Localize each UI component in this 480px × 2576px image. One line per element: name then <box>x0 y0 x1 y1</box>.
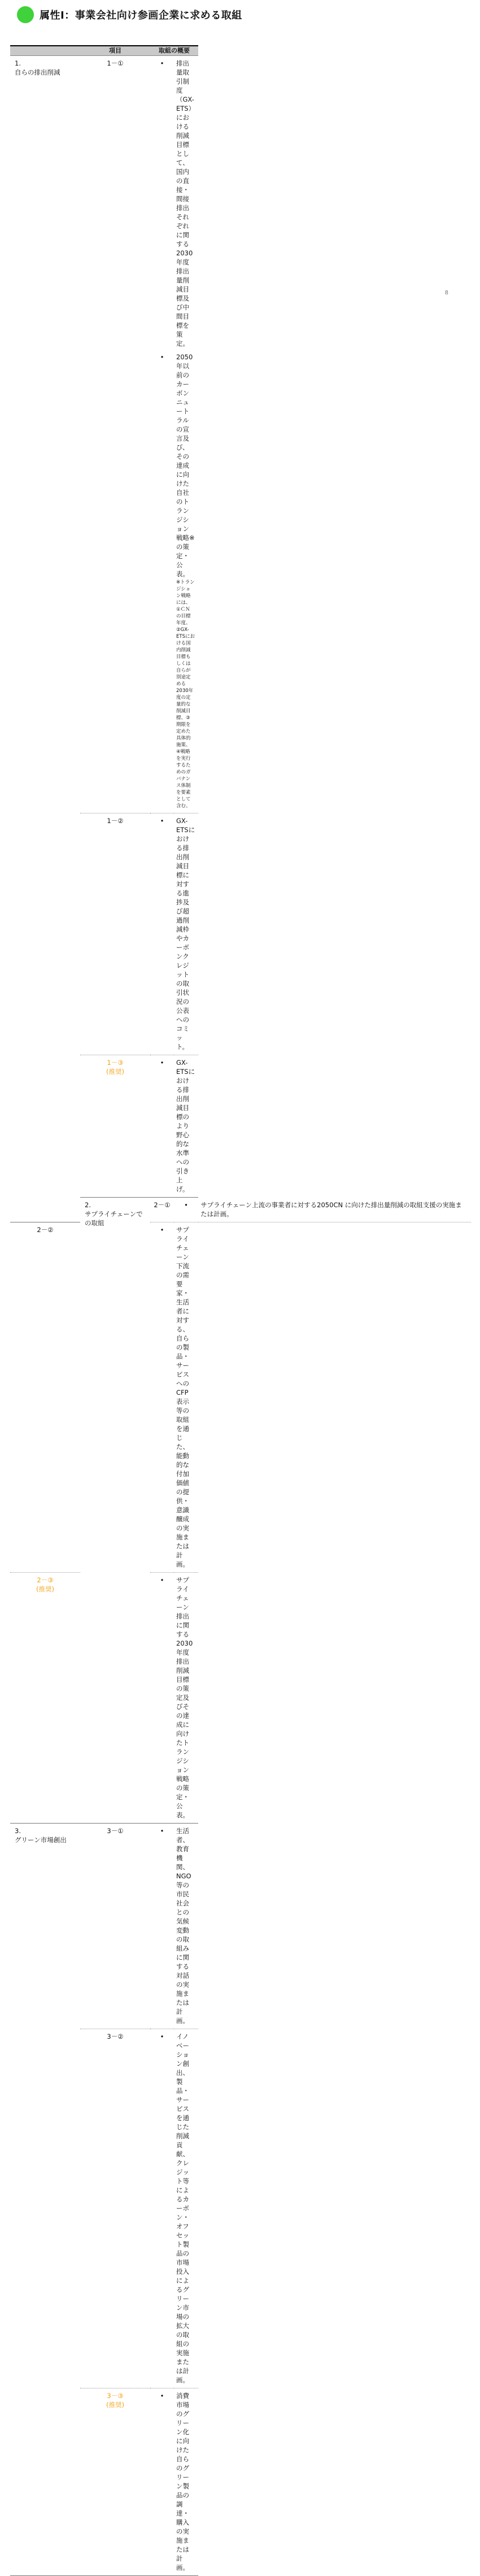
attribute-label: 自らの排出削減 <box>15 68 60 76</box>
item-code-recommended <box>80 1055 150 1198</box>
table-row <box>10 1222 471 1572</box>
recommended-label: (推奨) <box>36 1585 54 1593</box>
item-code: 2－② <box>10 1222 80 1572</box>
footnote-text: ※トランジション戦略には、①ＣＮの目標年度、②GX-ETSにおける国内削減目標もしくは自らが別途定める2030年度の定量的な削減目標、③期限を定めた具体的施策、④戦略を実行するためのガバナンス体制 を要素として含む。 <box>176 580 196 809</box>
bullet: • <box>150 351 174 813</box>
item-code: 1－③ <box>107 1059 124 1067</box>
bullet: • <box>150 1222 174 1572</box>
page-number: 8 <box>444 290 448 296</box>
item-code: 1－② <box>80 813 150 1055</box>
item-text: 排出量取引制度（GX-ETS）における削減目標として、国内の直接・間接排出それぞれに関する2030 年度排出量削減目標及び中間目標を策定。 <box>176 59 195 347</box>
attribute-label: グリーン市場創出 <box>15 1835 67 1844</box>
item-text: サプライチェーン上流の事業者に対する2050CN に向けた排出量削減の取組支援の実施または計画。 <box>198 1198 471 1222</box>
item-code-recommended <box>10 1572 80 1823</box>
header-item: 項目 <box>80 46 150 56</box>
item-text: GX-ETSにおける排出削減目標に対する進捗及び超過削減枠やカーボンクレジットの取引状況の公表へのコミット。 <box>174 813 198 1055</box>
bullet: • <box>150 2388 174 2575</box>
item-code: 3－③ <box>107 2391 124 2400</box>
item-text-cell <box>174 351 198 813</box>
recommended-label: (推奨) <box>106 2400 124 2409</box>
item-code: 2－③ <box>37 1576 54 1584</box>
table-row <box>10 1572 471 1823</box>
bullet: • <box>150 2029 174 2388</box>
item-text: サプライチェーン下流の需要家・生活者に対する、自らの製品・サービスへの CFP 表示等の取組を通じた、能動的な付加価値の提供・意識醸成の実施または計画。 <box>174 1222 198 1572</box>
attribute-cell <box>80 1198 150 1824</box>
item-code: 3－① <box>80 1823 150 2029</box>
page-title: 属性Ⅰ：事業会社向け参画企業に求める取組 <box>40 10 242 21</box>
table-header-row <box>10 46 471 56</box>
item-text: 2050年以前のカーボンニュートラルの宣言及び、その達成に向けた自社のトランジション戦略※の策定・公表。 <box>176 353 195 578</box>
item-code: 2－① <box>150 1198 174 1222</box>
bullet: • <box>160 59 164 67</box>
green-circle-icon <box>17 6 34 23</box>
item-text: 消費市場のグリーン化に向けた自らのグリーン製品の調達・購入の実施または計画。 <box>174 2388 198 2575</box>
item-code-empty <box>80 351 150 813</box>
item-text: イノベーション創出、製品・サービスを通じた削減貢献、クレジット等によるカーボン・オフセット製品の市場投入によるグリーン市場の拡大の取組の実施または計画。 <box>174 2029 198 2388</box>
item-text: GX-ETSにおける排出削減目標のより野心的な水準への引き上げ。 <box>174 1055 198 1198</box>
attribute-cell <box>10 1823 80 2575</box>
recommended-label: (推奨) <box>106 1068 124 1076</box>
bullet: • <box>150 1055 174 1198</box>
header-summary: 取組の概要 <box>150 46 198 56</box>
bullet: • <box>150 813 174 1055</box>
item-text: サプライチェーン排出に関する2030年度排出削減目標の策定及びその達成に向けたトランジション戦略の策定・公表。 <box>174 1572 198 1823</box>
bullet: • <box>174 1198 198 1222</box>
bullet: • <box>150 1572 174 1823</box>
initiatives-table <box>10 45 471 2576</box>
page-header <box>17 6 242 24</box>
bullet: • <box>150 1823 174 2029</box>
attribute-number: 2. <box>85 1201 91 1209</box>
table-row <box>10 56 471 352</box>
header-attr-empty <box>10 46 80 56</box>
attribute-number: 3. <box>15 1826 21 1835</box>
item-code-recommended <box>80 2388 150 2575</box>
table-row <box>10 1823 471 2029</box>
item-code: 1－① <box>107 59 124 67</box>
attribute-label: サプライチェーンでの取組 <box>85 1210 143 1227</box>
attribute-cell <box>10 56 80 1222</box>
attribute-number: 1. <box>15 59 21 67</box>
item-code: 3－② <box>80 2029 150 2388</box>
item-text: 生活者、教育機関、NGO 等の市民社会との気候変動の取組みに関する対話の実施または計画。 <box>174 1823 198 2029</box>
